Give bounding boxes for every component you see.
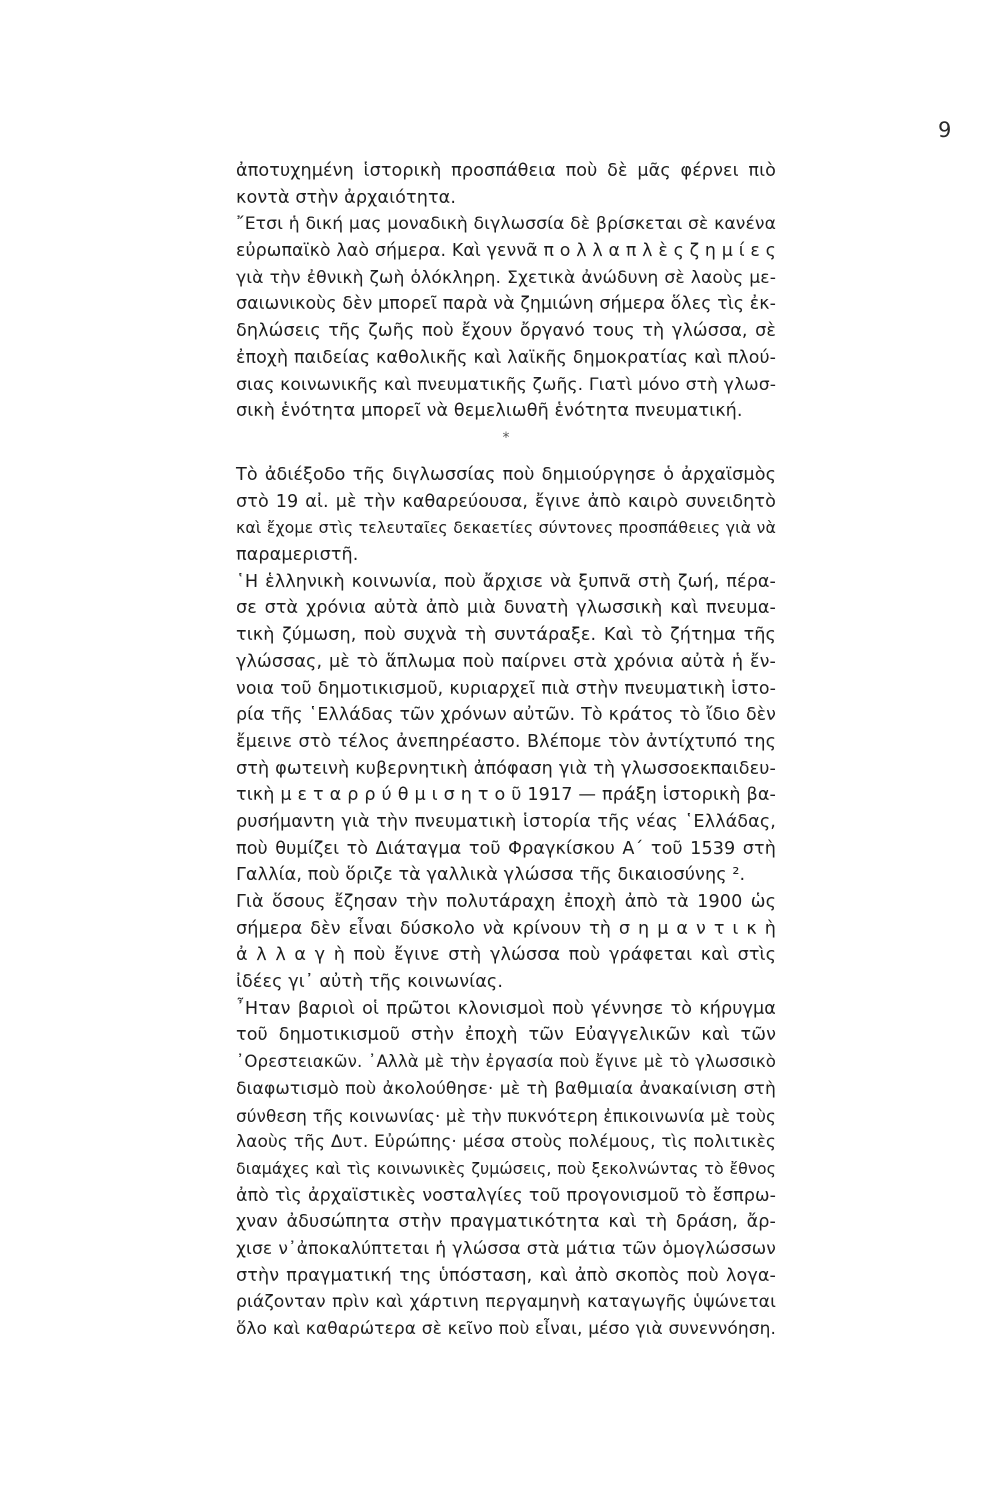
text-line: ἀ λ λ α γ ὴ ποὺ ἔγινε στὴ γλώσσα ποὺ γράφεται καὶ στὶς [236,945,776,966]
text-line: νοια τοῦ δημοτικισμοῦ, κυριαρχεῖ πιὰ στὴν πνευματικὴ ἱστο- [236,678,776,699]
text-line: τοῦ δημοτικισμοῦ στὴν ἐποχὴ τῶν Εὐαγγελικῶν καὶ τῶν [236,1025,776,1046]
page-number: 9 [938,118,952,142]
text-line: ποὺ θυμίζει τὸ Διάταγμα τοῦ Φραγκίσκου Α΄ τοῦ 1539 στὴ [236,838,776,859]
text-line: στὴν πραγματική της ὑπόσταση, καὶ ἀπὸ σκοπὸς ποὺ λογα- [236,1265,776,1286]
text-line: εὐρωπαϊκὸ λαὸ σήμερα. Καὶ γεννᾶ π ο λ λ α π λ ὲ ς ζ η μ ί ε ς [236,241,776,262]
text-line: σικὴ ἑνότητα μπορεῖ νὰ θεμελιωθῆ ἑνότητα πνευματική. [236,401,743,422]
text-line: Τὸ ἀδιέξοδο τῆς διγλωσσίας ποὺ δημιούργησε ὁ ἀρχαϊσμὸς [236,465,776,485]
text-line: διαφωτισμὸ ποὺ ἀκολούθησε· μὲ τὴ βαθμιαία ἀνακαίνιση στὴ [236,1078,776,1099]
text-line: σαιωνικοὺς δὲν μπορεῖ παρὰ νὰ ζημιώνη σήμερα ὅλες τὶς ἐκ- [236,294,776,315]
text-line: σε στὰ χρόνια αὐτὰ ἀπὸ μιὰ δυνατὴ γλωσσικὴ καὶ πνευμα- [236,598,776,619]
text-line: ἔμεινε στὸ τέλος ἀνεπηρέαστο. Βλέπομε τὸν ἀντίχτυπό της [236,731,776,752]
text-line: ριάζονταν πρὶν καὶ χάρτινη περγαμηνὴ καταγωγῆς ὑψώνεται [236,1292,776,1313]
text-line: ρυσήμαντη γιὰ τὴν πνευματικὴ ἱστορία τῆς νέας ῾Ελλάδας, [236,811,776,832]
text-line: διαμάχες καὶ τὶς κοινωνικὲς ζυμώσεις, ποὺ ξεκολνώντας τὸ ἔθνος [236,1158,776,1178]
text-line: ὅλο καὶ καθαρώτερα σὲ κεῖνο ποὺ εἶναι, μέσο γιὰ συνεννόηση. [236,1319,776,1339]
text-line: τικὴ μ ε τ α ρ ρ ύ θ μ ι σ η τ ο ῦ 1917 — πράξη ἱστορικὴ βα- [236,785,776,806]
text-line: ἀπὸ τὶς ἀρχαϊστικὲς νοσταλγίες τοῦ προγονισμοῦ τὸ ἔσπρω- [236,1185,776,1206]
text-line: ρία τῆς ῾Ελλάδας τῶν χρόνων αὐτῶν. Τὸ κράτος τὸ ἴδιο δὲν [236,705,776,726]
text-line: γιὰ τὴν ἐθνικὴ ζωὴ ὁλόκληρη. Σχετικὰ ἀνώδυνη σὲ λαοὺς με- [236,267,776,288]
text-line: δηλώσεις τῆς ζωῆς ποὺ ἔχουν ὄργανό τους τὴ γλώσσα, σὲ [236,321,776,342]
text-line: σιας κοινωνικῆς καὶ πνευματικῆς ζωῆς. Γιατὶ μόνο στὴ γλωσ- [236,374,776,395]
text-line: Γιὰ ὅσους ἔζησαν τὴν πολυτάραχη ἐποχὴ ἀπὸ τὰ 1900 ὡς [236,892,776,912]
text-line: ῎Ετσι ἡ δική μας μοναδικὴ διγλωσσία δὲ βρίσκεται σὲ κανένα [236,214,776,235]
text-line: ἐποχὴ παιδείας καθολικῆς καὶ λαϊκῆς δημοκρατίας καὶ πλού- [236,347,776,368]
text-line [236,1343,776,1370]
text-line: χισε ν᾿ἀποκαλύπτεται ἡ γλώσσα στὰ μάτια τῶν ὁμογλώσσων [236,1238,776,1259]
text-line: παραμεριστῆ. [236,545,359,566]
text-section-2 [236,462,776,1369]
text-line: γλώσσας, μὲ τὸ ἅπλωμα ποὺ παίρνει στὰ χρόνια αὐτὰ ἡ ἔν- [236,651,776,672]
text-line: σήμερα δὲν εἶναι δύσκολο νὰ κρίνουν τὴ σ η μ α ν τ ι κ ὴ [236,918,776,939]
text-section-1 [236,158,776,451]
text-line: στὴ φωτεινὴ κυβερνητικὴ ἀπόφαση γιὰ τὴ γλωσσοεκπαιδευ- [236,758,776,779]
text-line: κοντὰ στὴν ἀρχαιότητα. [236,187,457,208]
text-line: Γαλλία, ποὺ ὅριζε τὰ γαλλικὰ γλώσσα τῆς δικαιοσύνης ². [236,865,746,886]
text-line: ῏Ηταν βαριοὶ οἱ πρῶτοι κλονισμοὶ ποὺ γέννησε τὸ κήρυγμα [236,998,776,1019]
section-separator: * [502,429,510,446]
text-line: τικὴ ζύμωση, ποὺ συχνὰ τὴ συντάραξε. Καὶ τὸ ζήτημα τῆς [236,625,776,646]
text-line: ἀποτυχημένη ἱστορικὴ προσπάθεια ποὺ δὲ μᾶς φέρνει πιὸ [236,161,776,181]
text-line: λαοὺς τῆς Δυτ. Εὐρώπης· μέσα στοὺς πολέμους, τὶς πολιτικὲς [236,1132,776,1153]
text-line: σύνθεση τῆς κοινωνίας· μὲ τὴν πυκνότερη ἐπικοινωνία μὲ τοὺς [236,1105,776,1126]
text-line: ἰδέες γι᾿ αὐτὴ τῆς κοινωνίας. [236,972,504,993]
text-line: χναν ἀδυσώπητα στὴν πραγματικότητα καὶ τὴ δράση, ἄρ- [236,1212,776,1233]
text-line: στὸ 19 αἰ. μὲ τὴν καθαρεύουσα, ἔγινε ἀπὸ καιρὸ συνειδητὸ [236,491,776,512]
text-line: ᾿Ορεστειακῶν. ᾿Αλλὰ μὲ τὴν ἐργασία ποὺ ἔγινε μὲ τὸ γλωσσικὸ [236,1052,776,1072]
text-line: ῾Η ἑλληνικὴ κοινωνία, ποὺ ἄρχισε νὰ ξυπνᾶ στὴ ζωή, πέρα- [236,571,776,592]
text-line: καὶ ἔχομε στὶς τελευταῖες δεκαετίες σύντονες προσπάθειες γιὰ νὰ [236,518,776,538]
